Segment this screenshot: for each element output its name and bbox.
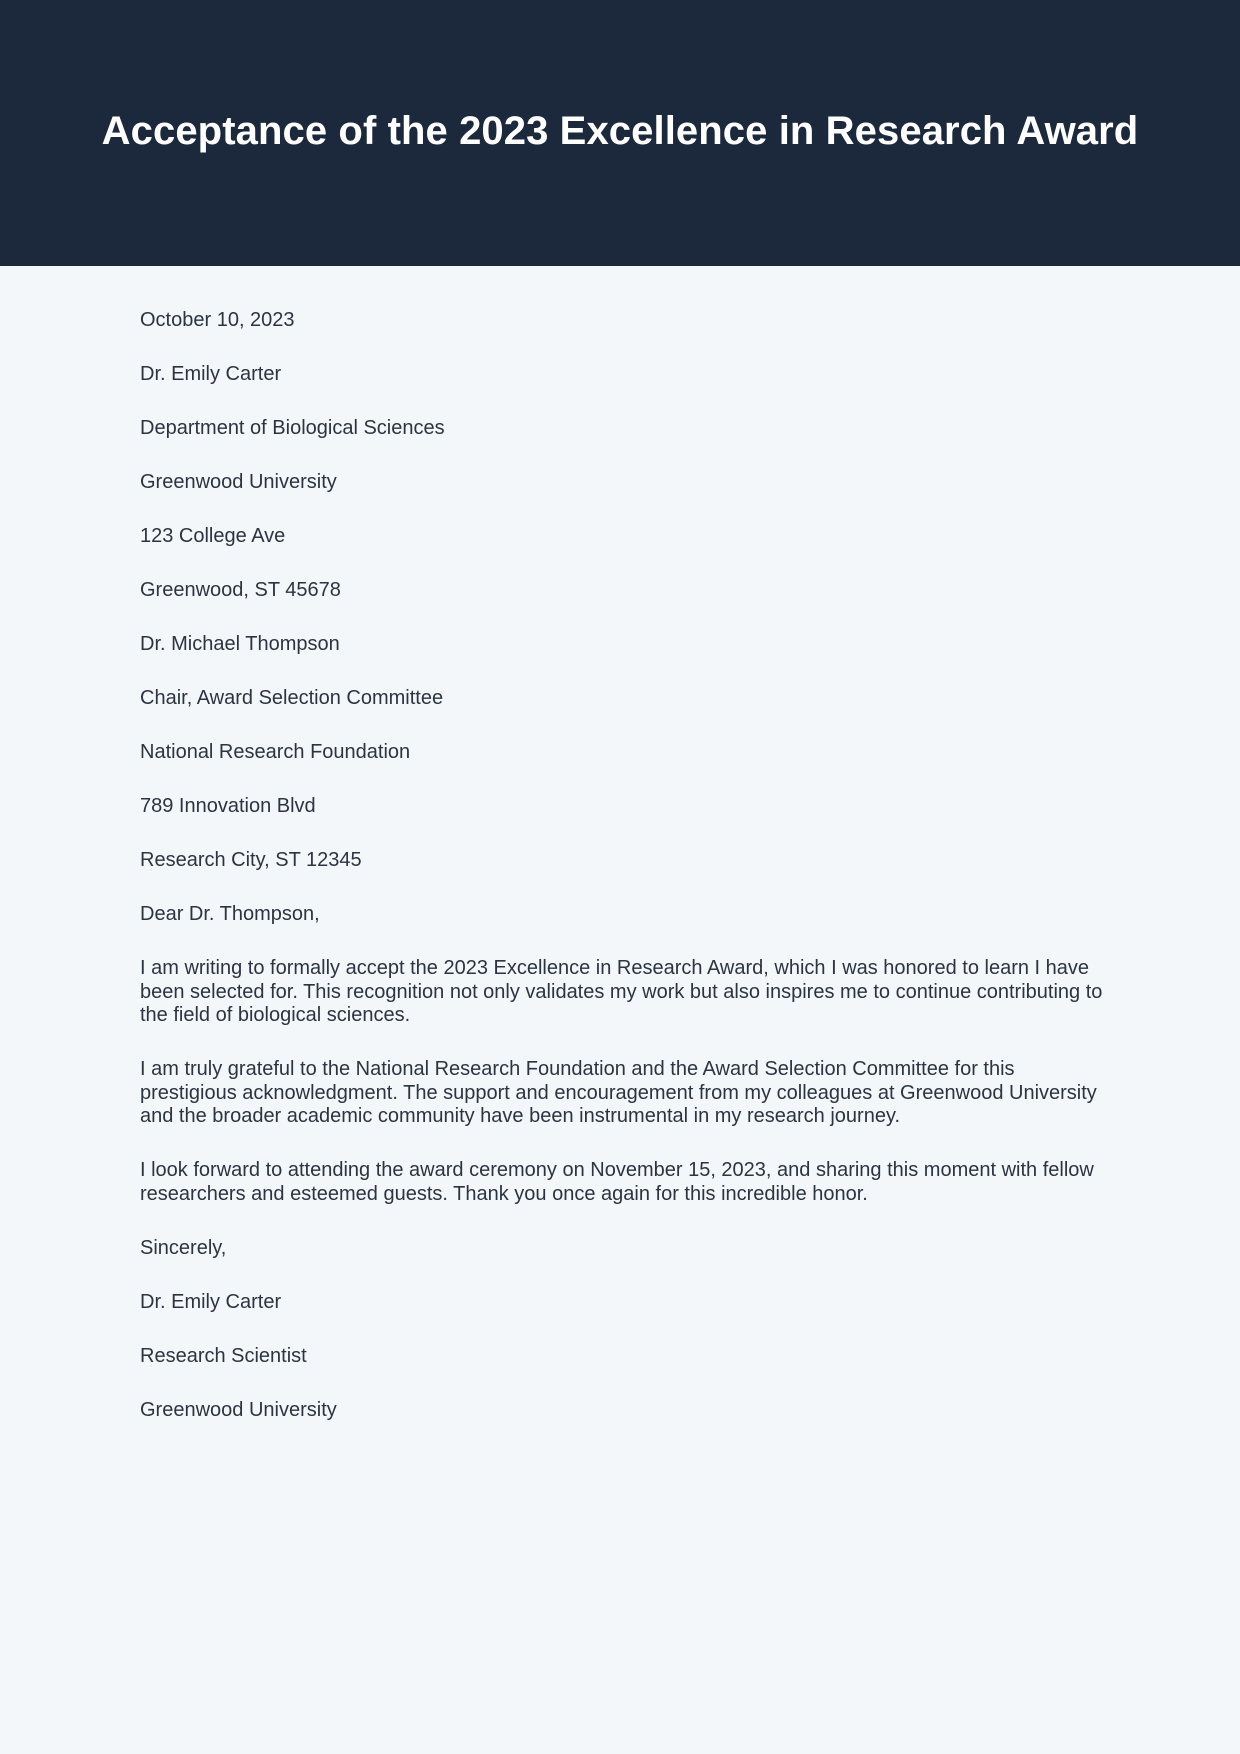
closing: Sincerely, <box>140 1236 227 1259</box>
sender-name: Dr. Emily Carter <box>140 363 282 385</box>
sender-street: 123 College Ave <box>140 525 286 547</box>
signature-name: Dr. Emily Carter <box>140 1290 282 1313</box>
body-paragraph-3: I look forward to attending the award ceremony on November 15, 2023, and sharing this moment with fellow researchers and esteemed guests. Thank you once again for this incredible honor. <box>140 1159 1094 1205</box>
sender-department: Department of Biological Sciences <box>140 417 445 439</box>
letter-body <box>140 309 1110 1453</box>
signature-institution: Greenwood University <box>140 1398 337 1421</box>
recipient-city: Research City, ST 12345 <box>140 849 362 871</box>
salutation: Dear Dr. Thompson, <box>140 903 320 925</box>
recipient-role: Chair, Award Selection Committee <box>140 687 444 709</box>
letter-title: Acceptance of the 2023 Excellence in Research Award <box>101 108 1139 153</box>
recipient-name: Dr. Michael Thompson <box>140 633 340 655</box>
letter-header <box>0 0 1240 266</box>
recipient-street: 789 Innovation Blvd <box>140 795 316 817</box>
recipient-organization: National Research Foundation <box>140 741 411 763</box>
letter-date: October 10, 2023 <box>140 309 295 331</box>
sender-institution: Greenwood University <box>140 471 337 493</box>
sender-city: Greenwood, ST 45678 <box>140 579 341 601</box>
signature-title: Research Scientist <box>140 1344 307 1367</box>
body-paragraph-2: I am truly grateful to the National Research Foundation and the Award Selection Committee for this prestigious acknowledgment. The support and encouragement from my colleagues at Greenwood University and the broader academic community have been instrumental in my research journey. <box>140 1058 1097 1127</box>
body-paragraph-1: I am writing to formally accept the 2023 Excellence in Research Award, which I was honored to learn I have been selected for. This recognition not only validates my work but also inspires me to continue contributing to the field of biological sciences. <box>140 957 1103 1026</box>
